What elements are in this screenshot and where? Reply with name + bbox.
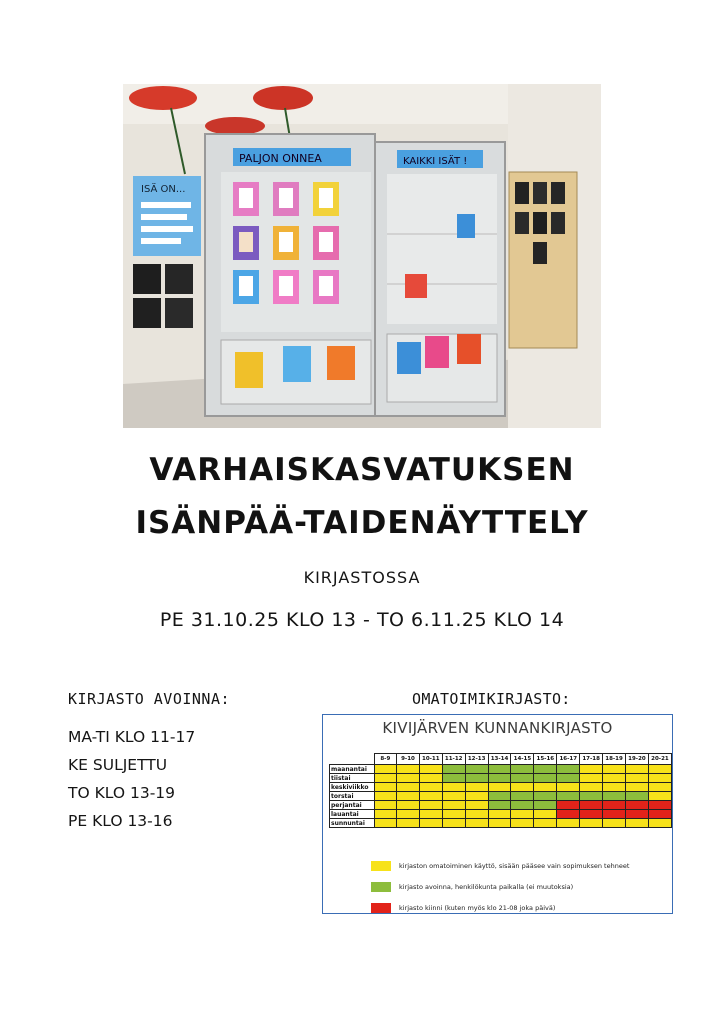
schedule-cell <box>626 792 649 801</box>
schedule-cell <box>603 774 626 783</box>
hour-header: 12-13 <box>465 754 488 765</box>
day-label: perjantai <box>330 801 375 810</box>
schedule-cell <box>648 774 671 783</box>
day-label: tiistai <box>330 774 375 783</box>
schedule-legend <box>371 855 629 918</box>
schedule-cell <box>557 783 580 792</box>
hours-line: TO KLO 13-19 <box>68 784 176 802</box>
schedule-cell <box>534 765 557 774</box>
day-label: lauantai <box>330 810 375 819</box>
schedule-cell <box>465 783 488 792</box>
schedule-cell <box>397 792 420 801</box>
day-label: maanantai <box>330 765 375 774</box>
schedule-cell <box>648 783 671 792</box>
hours-line: KE SULJETTU <box>68 756 168 774</box>
schedule-row <box>330 765 672 774</box>
schedule-cell <box>557 774 580 783</box>
schedule-row <box>330 783 672 792</box>
schedule-cell <box>511 774 534 783</box>
schedule-cell <box>603 765 626 774</box>
schedule-cell <box>626 819 649 828</box>
schedule-cell <box>534 810 557 819</box>
schedule-cell <box>511 810 534 819</box>
schedule-row <box>330 774 672 783</box>
legend-text: kirjasto avoinna, henkilökunta paikalla (ei muutoksia) <box>399 882 574 891</box>
schedule-cell <box>580 774 603 783</box>
schedule-cell <box>442 810 465 819</box>
schedule-cell <box>442 819 465 828</box>
schedule-cell <box>648 810 671 819</box>
schedule-cell <box>419 801 442 810</box>
schedule-cell <box>419 783 442 792</box>
poster-title-line-2: ISÄNPÄÄ-TAIDENÄYTTELY <box>135 505 589 541</box>
library-hours-heading: KIRJASTO AVOINNA: <box>68 690 231 708</box>
schedule-cell <box>557 765 580 774</box>
schedule-cell <box>626 810 649 819</box>
schedule-cell <box>374 810 397 819</box>
schedule-cell <box>580 810 603 819</box>
schedule-cell <box>603 783 626 792</box>
schedule-cell <box>511 765 534 774</box>
hour-header: 18-19 <box>603 754 626 765</box>
poster-title-line-1: VARHAISKASVATUKSEN <box>149 452 575 488</box>
schedule-cell <box>419 819 442 828</box>
schedule-cell <box>626 783 649 792</box>
schedule-cell <box>648 765 671 774</box>
schedule-grid <box>329 753 672 828</box>
schedule-cell <box>580 801 603 810</box>
schedule-cell <box>580 792 603 801</box>
schedule-cell <box>442 801 465 810</box>
schedule-cell <box>397 819 420 828</box>
schedule-cell <box>465 801 488 810</box>
schedule-cell <box>397 783 420 792</box>
schedule-cell <box>397 801 420 810</box>
schedule-cell <box>603 792 626 801</box>
schedule-cell <box>488 783 511 792</box>
schedule-cell <box>465 792 488 801</box>
corner-cell <box>330 754 375 765</box>
hour-header: 16-17 <box>557 754 580 765</box>
schedule-cell <box>626 801 649 810</box>
schedule-cell <box>442 792 465 801</box>
hour-header: 13-14 <box>488 754 511 765</box>
schedule-cell <box>648 819 671 828</box>
schedule-cell <box>580 765 603 774</box>
exhibition-photo <box>123 84 601 428</box>
hour-header: 11-12 <box>442 754 465 765</box>
legend-swatch <box>371 882 391 892</box>
legend-swatch <box>371 861 391 871</box>
schedule-cell <box>488 819 511 828</box>
schedule-row <box>330 792 672 801</box>
schedule-cell <box>488 765 511 774</box>
schedule-cell <box>534 801 557 810</box>
hour-header: 19-20 <box>626 754 649 765</box>
schedule-cell <box>534 792 557 801</box>
hours-line: PE KLO 13-16 <box>68 812 173 830</box>
hour-header: 10-11 <box>419 754 442 765</box>
schedule-row <box>330 801 672 810</box>
day-label: keskiviikko <box>330 783 375 792</box>
schedule-cell <box>397 774 420 783</box>
schedule-cell <box>374 765 397 774</box>
schedule-title: KIVIJÄRVEN KUNNANKIRJASTO <box>382 719 613 737</box>
schedule-cell <box>374 792 397 801</box>
schedule-cell <box>374 774 397 783</box>
schedule-cell <box>534 819 557 828</box>
schedule-cell <box>603 810 626 819</box>
schedule-cell <box>648 801 671 810</box>
schedule-cell <box>648 792 671 801</box>
legend-swatch <box>371 903 391 913</box>
schedule-cell <box>626 774 649 783</box>
schedule-cell <box>580 783 603 792</box>
schedule-cell <box>488 792 511 801</box>
schedule-cell <box>626 765 649 774</box>
schedule-cell <box>442 765 465 774</box>
right-case-sign: KAIKKI ISÄT ! <box>403 156 468 167</box>
schedule-row <box>330 819 672 828</box>
schedule-cell <box>511 819 534 828</box>
self-service-schedule <box>322 714 673 914</box>
exhibition-dates: PE 31.10.25 KLO 13 - TO 6.11.25 KLO 14 <box>159 609 565 631</box>
schedule-cell <box>465 819 488 828</box>
schedule-cell <box>557 801 580 810</box>
legend-text: kirjasto kiinni (kuten myös klo 21-08 joka päivä) <box>399 903 556 912</box>
legend-item <box>371 876 629 897</box>
schedule-cell <box>557 819 580 828</box>
hour-header: 14-15 <box>511 754 534 765</box>
schedule-cell <box>374 801 397 810</box>
schedule-cell <box>534 774 557 783</box>
schedule-cell <box>442 774 465 783</box>
schedule-cell <box>603 819 626 828</box>
hour-header: 8-9 <box>374 754 397 765</box>
schedule-cell <box>511 801 534 810</box>
schedule-cell <box>465 765 488 774</box>
hour-header: 20-21 <box>648 754 671 765</box>
left-case-sign: PALJON ONNEA <box>239 152 322 165</box>
schedule-cell <box>488 810 511 819</box>
schedule-cell <box>419 774 442 783</box>
legend-item <box>371 855 629 876</box>
hour-header: 15-16 <box>534 754 557 765</box>
schedule-cell <box>419 765 442 774</box>
schedule-cell <box>397 765 420 774</box>
schedule-cell <box>511 783 534 792</box>
wall-sign-text: ISÄ ON... <box>141 184 186 195</box>
schedule-cell <box>397 810 420 819</box>
schedule-cell <box>488 801 511 810</box>
poster-subtitle: KIRJASTOSSA <box>303 568 421 587</box>
schedule-cell <box>442 783 465 792</box>
day-label: sunnuntai <box>330 819 375 828</box>
hour-header: 17-18 <box>580 754 603 765</box>
schedule-cell <box>557 792 580 801</box>
schedule-cell <box>557 810 580 819</box>
schedule-cell <box>374 819 397 828</box>
hours-line: MA-TI KLO 11-17 <box>68 728 196 746</box>
schedule-cell <box>465 774 488 783</box>
day-label: torstai <box>330 792 375 801</box>
schedule-cell <box>580 819 603 828</box>
self-service-heading: OMATOIMIKIRJASTO: <box>412 690 571 708</box>
schedule-cell <box>534 783 557 792</box>
schedule-cell <box>374 783 397 792</box>
schedule-cell <box>511 792 534 801</box>
schedule-cell <box>603 801 626 810</box>
legend-item <box>371 897 629 918</box>
hour-header: 9-10 <box>397 754 420 765</box>
library-hours <box>68 690 308 840</box>
schedule-cell <box>419 792 442 801</box>
schedule-cell <box>488 774 511 783</box>
legend-text: kirjaston omatoiminen käyttö, sisään pääsee vain sopimuksen tehneet <box>399 861 630 870</box>
schedule-row <box>330 810 672 819</box>
schedule-cell <box>419 810 442 819</box>
schedule-cell <box>465 810 488 819</box>
schedule-table <box>329 753 672 828</box>
